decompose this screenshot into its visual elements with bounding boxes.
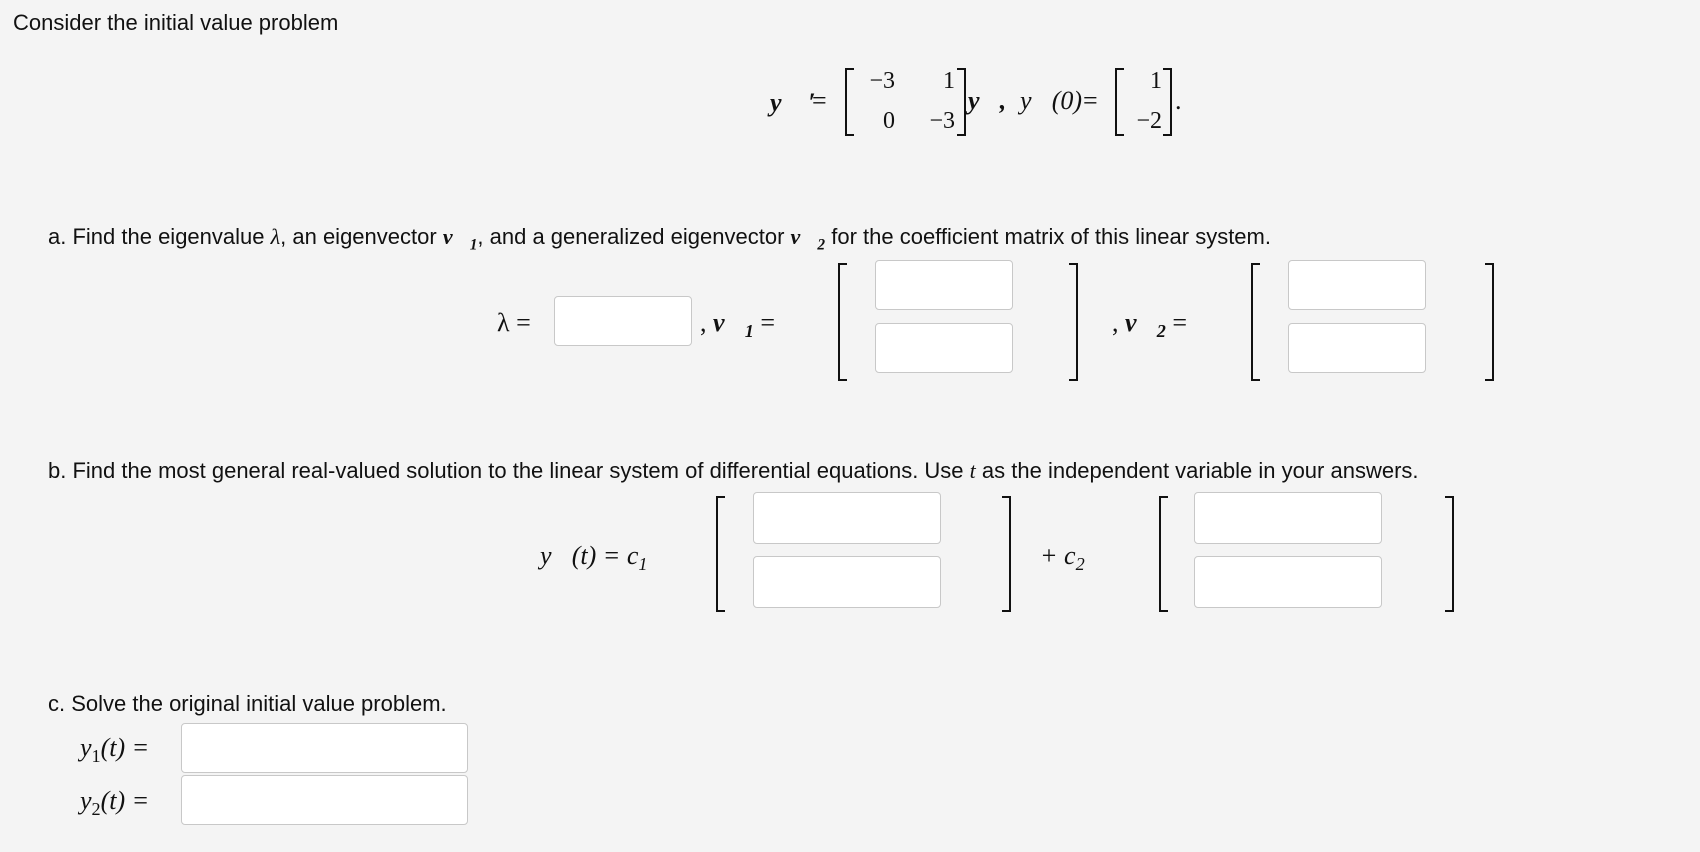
- v1-left-bracket: [838, 263, 847, 381]
- v1-input-1[interactable]: [875, 260, 1013, 310]
- y1-input[interactable]: [181, 723, 468, 773]
- ic-equals-sign: =: [1083, 86, 1098, 115]
- y2-symbol: y: [80, 786, 92, 815]
- equals-sign: =: [812, 86, 827, 115]
- part-a-text-4: for the coefficient matrix of this linear system.: [825, 224, 1271, 249]
- part-b-text-1: b. Find the most general real-valued solution to the linear system of differential equations. Use: [48, 458, 970, 483]
- y1-symbol: y: [80, 733, 92, 762]
- v1-label-subscript: 1: [744, 321, 754, 342]
- y2-tail: (t) =: [100, 786, 150, 815]
- v2-symbol: v⃗: [790, 224, 818, 249]
- matrix-a12: 1: [943, 68, 955, 94]
- part-a-text-1: a. Find the eigenvalue: [48, 224, 271, 249]
- t-symbol: t: [969, 458, 976, 483]
- plus-c2-label: [1040, 541, 1085, 579]
- c1-subscript: 1: [638, 554, 648, 575]
- v2-left-bracket: [1251, 263, 1260, 381]
- lambda-label: λ =: [497, 308, 531, 337]
- y-vector: y⃗,: [968, 86, 1007, 115]
- c2-subscript: 2: [1075, 554, 1085, 575]
- intro-text: Consider the initial value problem: [13, 10, 339, 35]
- ic-right-bracket: [1163, 68, 1172, 136]
- col2-left-bracket: [1159, 496, 1168, 612]
- v1-label: [700, 308, 775, 346]
- ic-value-2: −2: [1136, 108, 1162, 134]
- col1-input-2[interactable]: [753, 556, 941, 608]
- v1-input-2[interactable]: [875, 323, 1013, 373]
- v2-equals: =: [1172, 308, 1188, 337]
- plus-c2: + c: [1040, 541, 1076, 570]
- v1-equals: =: [760, 308, 776, 337]
- y1-tail: (t) =: [100, 733, 150, 762]
- col2-right-bracket: [1445, 496, 1454, 612]
- part-a-text-2: , an eigenvector: [280, 224, 443, 249]
- y-prime: y⃗ ′: [770, 88, 816, 117]
- v2-subscript: 2: [817, 236, 826, 254]
- col1-input-1[interactable]: [753, 492, 941, 544]
- col2-input-1[interactable]: [1194, 492, 1382, 544]
- y-t-c1: y⃗(t) = c: [540, 541, 639, 570]
- v1-right-bracket: [1069, 263, 1078, 381]
- col1-left-bracket: [716, 496, 725, 612]
- matrix-left-bracket: [845, 68, 854, 136]
- v2-right-bracket: [1485, 263, 1494, 381]
- v1-symbol: v⃗: [442, 224, 470, 249]
- part-a-text-3: , and a generalized eigenvector: [477, 224, 791, 249]
- matrix-right-bracket: [957, 68, 966, 136]
- general-solution-label: [540, 541, 647, 579]
- v1-subscript: 1: [469, 236, 478, 254]
- v2-comma: ,: [1112, 308, 1119, 337]
- y1-label: [80, 733, 149, 771]
- period: .: [1175, 86, 1182, 115]
- col2-input-2[interactable]: [1194, 556, 1382, 608]
- v1-label-symbol: v⃗: [713, 308, 745, 337]
- part-b-prompt: [48, 458, 1419, 484]
- lambda-symbol: λ: [270, 224, 281, 249]
- y2-input[interactable]: [181, 775, 468, 825]
- lambda-input[interactable]: [554, 296, 692, 346]
- ic-value-1: 1: [1150, 68, 1162, 94]
- v2-input-2[interactable]: [1288, 323, 1426, 373]
- v1-comma: ,: [700, 308, 707, 337]
- initial-condition-label: y⃗(0): [1020, 86, 1083, 115]
- y2-label: [80, 786, 149, 824]
- v2-label-subscript: 2: [1156, 321, 1166, 342]
- matrix-a11: −3: [869, 68, 895, 94]
- y1-subscript: 1: [91, 746, 101, 767]
- y2-subscript: 2: [91, 799, 101, 820]
- matrix-a22: −3: [929, 108, 955, 134]
- part-b-text-2: as the independent variable in your answers.: [975, 458, 1419, 483]
- v2-label: [1112, 308, 1187, 346]
- part-c-prompt: c. Solve the original initial value problem.: [48, 691, 447, 716]
- col1-right-bracket: [1002, 496, 1011, 612]
- v2-label-symbol: v⃗: [1125, 308, 1157, 337]
- part-a-prompt: [48, 224, 1271, 258]
- matrix-a21: 0: [883, 108, 895, 134]
- v2-input-1[interactable]: [1288, 260, 1426, 310]
